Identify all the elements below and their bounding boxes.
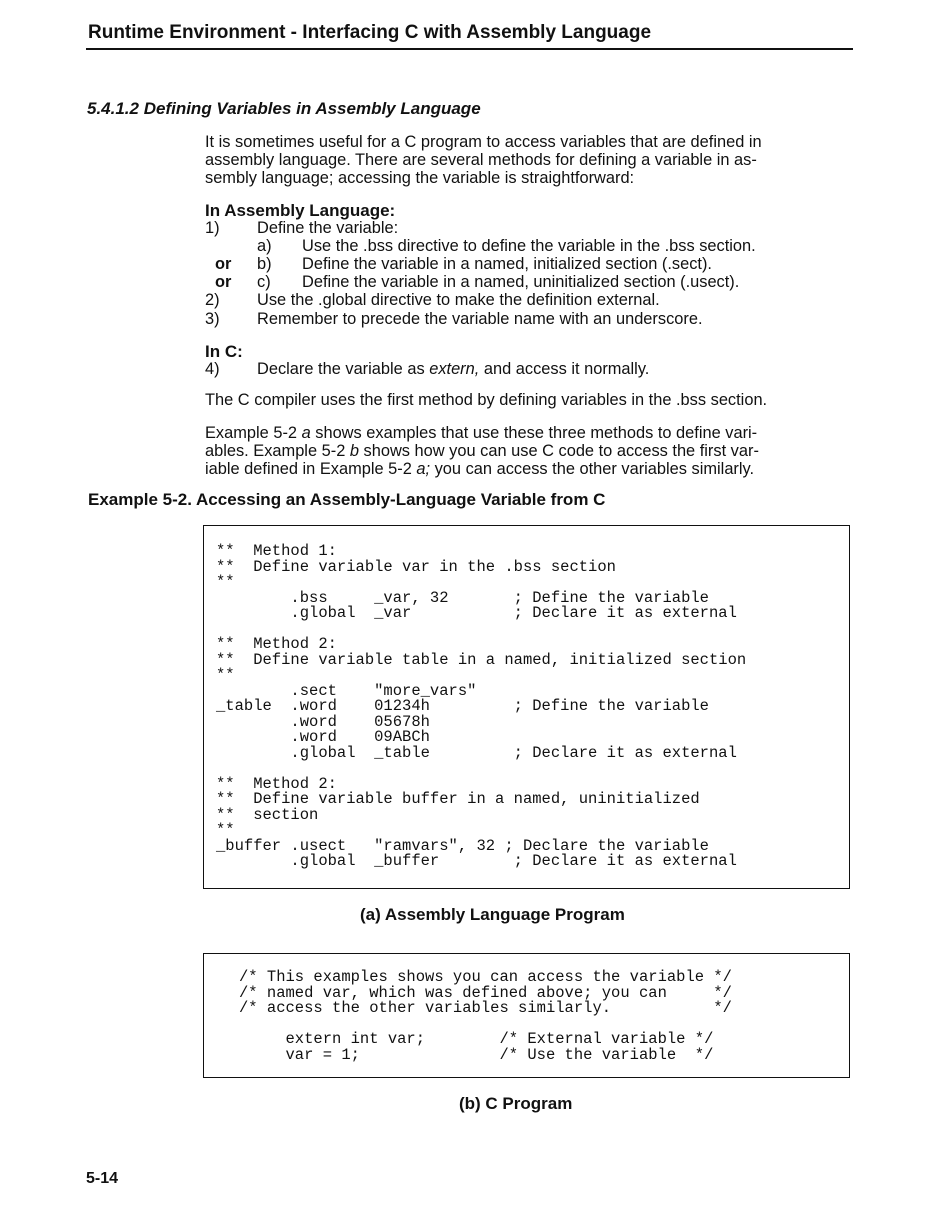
assembly-steps-heading: In Assembly Language: [205,201,396,220]
c-code-line: extern int var; /* External variable */ [239,1030,714,1048]
assembly-code-box [203,525,850,889]
intro-line-3: sembly language; accessing the variable is straightforward: [205,169,635,187]
c-code-line: /* This examples shows you can access the variable */ [239,968,732,986]
step-2-text: Use the .global directive to make the definition external. [257,291,660,309]
step-3-text: Remember to precede the variable name with an underscore. [257,310,703,328]
c-code-line: /* access the other variables similarly. */ [239,999,732,1017]
compiler-note: The C compiler uses the first method by defining variables in the .bss section. [205,391,768,409]
assembly-code-line: .word 05678h [216,712,430,731]
assembly-code-line: ** section [216,805,319,824]
assembly-code-line: ** [216,666,235,684]
assembly-code-line: ** Method 1: [216,542,337,560]
section-heading: 5.4.1.2 Defining Variables in Assembly Language [87,99,481,118]
c-caption: (b) C Program [459,1094,573,1113]
step-4-number: 4) [205,360,220,378]
step-1c-letter: c) [257,273,271,291]
step-1a-letter: a) [257,237,272,255]
assembly-code-line: _buffer .usect "ramvars", 32 ; Declare the variable [216,836,709,855]
c-code [239,970,732,1063]
assembly-code-line: ** Define variable var in the .bss section [216,557,616,576]
c-code-box [203,953,850,1078]
assembly-caption: (a) Assembly Language Program [360,905,625,924]
intro-line-2: assembly language. There are several methods for defining a variable in as- [205,151,757,169]
step-1-text: Define the variable: [257,219,399,237]
page-number: 5-14 [86,1170,119,1187]
step-2-number: 2) [205,291,220,309]
c-code-line: var = 1; /* Use the variable */ [239,1045,714,1064]
assembly-code-line: _table .word 01234h ; Define the variable [216,697,709,715]
example-title: Example 5-2. Accessing an Assembly-Language Variable from C [88,490,606,509]
assembly-code-line: .global _var ; Declare it as external [216,604,737,622]
example-note-line-1: Example 5-2 a shows examples that use these three methods to define vari- [205,424,758,442]
step-4-text: Declare the variable as extern, and access it normally. [257,360,650,378]
step-1a-text: Use the .bss directive to define the variable in the .bss section. [302,237,756,255]
assembly-code-line: ** [216,573,235,591]
step-1b-or: or [215,255,232,273]
assembly-code-line: .word 09ABCh [216,728,430,746]
assembly-code-line: .global _table ; Declare it as external [216,743,737,762]
intro-line-1: It is sometimes useful for a C program to access variables that are defined in [205,133,762,151]
assembly-code-line: .sect "more_vars" [216,681,477,700]
step-1b-text: Define the variable in a named, initialized section (.sect). [302,255,712,273]
assembly-code-line: ** Define variable buffer in a named, uninitialized [216,790,700,808]
step-1-number: 1) [205,219,220,237]
running-header: Runtime Environment - Interfacing C with Assembly Language [88,22,652,43]
step-1c-text: Define the variable in a named, uninitialized section (.usect). [302,273,740,291]
step-1c-or: or [215,273,232,291]
header-rule [86,48,853,50]
assembly-code-line: .bss _var, 32 ; Define the variable [216,588,709,607]
c-steps-heading: In C: [205,342,243,361]
assembly-code-line: ** Method 2: [216,774,337,793]
step-3-number: 3) [205,310,220,328]
example-note-line-2: ables. Example 5-2 b shows how you can use C code to access the first var- [205,442,759,460]
assembly-code [216,544,746,870]
c-code-line: /* named var, which was defined above; you can */ [239,983,732,1002]
assembly-code-line: .global _buffer ; Declare it as external [216,852,737,870]
assembly-code-line: ** Method 2: [216,635,337,653]
example-note-line-3: iable defined in Example 5-2 a; you can access the other variables similarly. [205,460,755,478]
step-1b-letter: b) [257,255,272,273]
assembly-code-line: ** Define variable table in a named, initialized section [216,650,747,669]
assembly-code-line: ** [216,821,235,839]
